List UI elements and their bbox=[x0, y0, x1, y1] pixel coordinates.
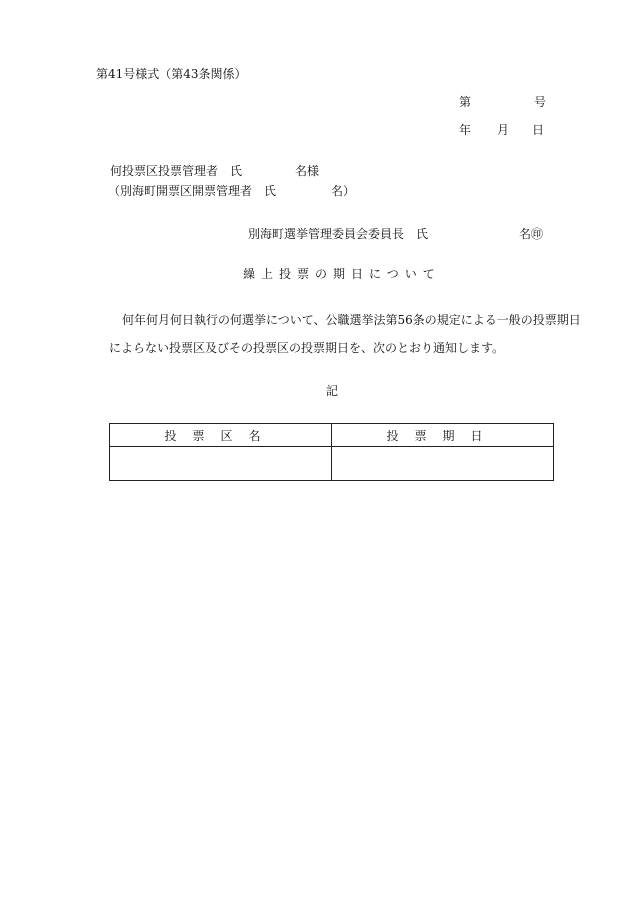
date-month-label: 月 bbox=[497, 123, 510, 137]
header-polling-district: 投票区名 bbox=[110, 424, 332, 447]
sender-name-seal: 名㊞ bbox=[519, 227, 544, 241]
body-text-line2: によらない投票区及びその投票区の投票期日を、次のとおり通知します。 bbox=[109, 341, 505, 355]
note-label: 記 bbox=[326, 384, 339, 398]
body-text-line1: 何年何月何日執行の何選挙について、公職選挙法第56条の規定による一般の投票期日 bbox=[122, 313, 581, 327]
document-number-prefix: 第 bbox=[459, 95, 472, 109]
addressee-line2-name: 名） bbox=[331, 184, 356, 198]
date-day-label: 日 bbox=[532, 123, 545, 137]
header-polling-date: 投票期日 bbox=[332, 424, 554, 447]
date-year-label: 年 bbox=[459, 123, 472, 137]
addressee-line1-name: 名様 bbox=[295, 164, 320, 178]
document-title: 繰上投票の期日について bbox=[243, 267, 441, 281]
table-header-row bbox=[110, 424, 554, 447]
cell-polling-district[interactable] bbox=[110, 447, 332, 481]
cell-polling-date[interactable] bbox=[332, 447, 554, 481]
form-number: 第41号様式（第43条関係） bbox=[96, 67, 247, 81]
document-number-suffix: 号 bbox=[534, 95, 547, 109]
addressee-line2-title: （別海町開票区開票管理者 氏 bbox=[108, 184, 277, 198]
sender-title: 別海町選挙管理委員会委員長 氏 bbox=[248, 227, 429, 241]
addressee-line1-title: 何投票区投票管理者 氏 bbox=[110, 164, 243, 178]
polling-date-table bbox=[109, 423, 554, 481]
table-row bbox=[110, 447, 554, 481]
